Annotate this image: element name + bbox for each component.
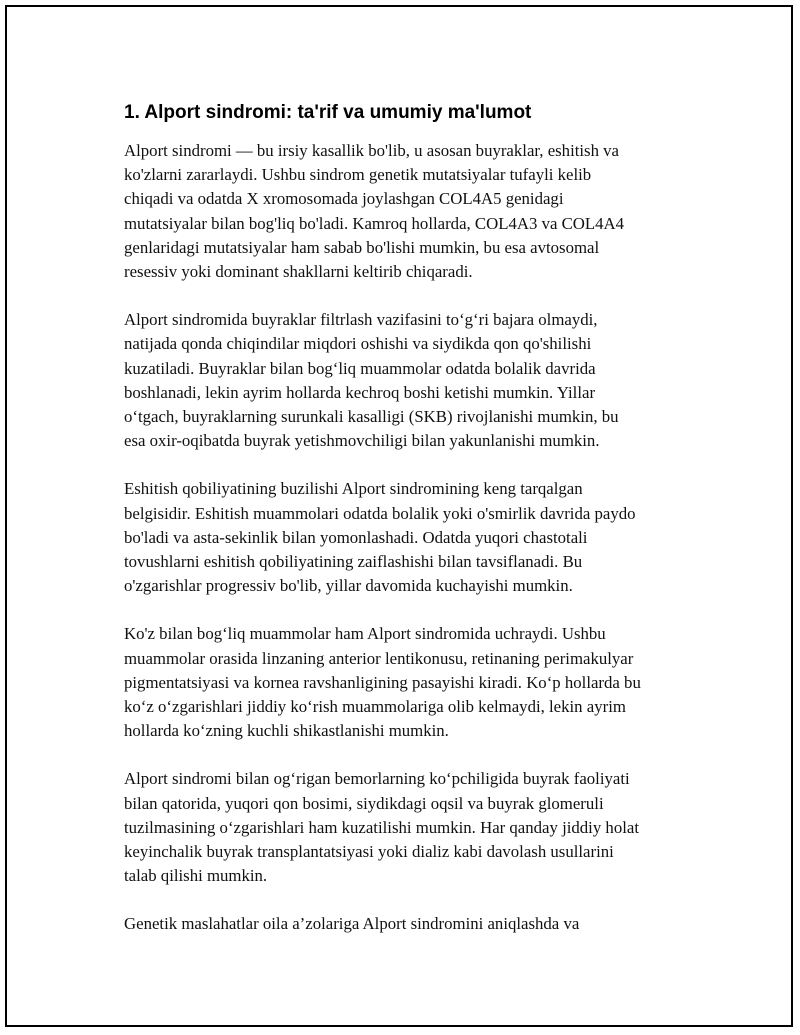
paragraph-2 — [124, 308, 704, 453]
text-line: genlaridagi mutatsiyalar ham sabab bo'lishi mumkin, bu esa avtosomal — [124, 237, 600, 257]
document-body — [124, 99, 704, 961]
text-line: boshlanadi, lekin ayrim hollarda kechroq boshi ketishi mumkin. Yillar — [124, 382, 596, 402]
text-line: Eshitish qobiliyatining buzilishi Alport sindromining keng tarqalgan — [124, 479, 583, 499]
text-line: o‘tgach, buyraklarning surunkali kasalligi (SKB) rivojlanishi mumkin, bu — [124, 407, 619, 427]
text-line: chiqadi va odatda X xromosomada joylashgan COL4A5 genidagi — [124, 189, 564, 209]
text-line: resessiv yoki dominant shakllarni keltirib chiqaradi. — [124, 262, 473, 282]
paragraph-6 — [124, 912, 704, 936]
text-line: belgisidir. Eshitish muammolari odatda bolalik yoki o'smirlik davrida paydo — [124, 503, 636, 523]
text-line: hollarda ko‘zning kuchli shikastlanishi mumkin. — [124, 721, 449, 741]
paragraph-4 — [124, 622, 704, 743]
text-line: talab qilishi mumkin. — [124, 866, 268, 886]
text-line: ko'zlarni zararlaydi. Ushbu sindrom genetik mutatsiyalar tufayli kelib — [124, 165, 592, 185]
page-frame — [5, 5, 793, 1027]
text-line: bilan qatorida, yuqori qon bosimi, siydikdagi oqsil va buyrak glomeruli — [124, 793, 604, 813]
text-line: esa oxir-oqibatda buyrak yetishmovchiligi bilan yakunlanishi mumkin. — [124, 431, 600, 451]
text-line: bo'ladi va asta-sekinlik bilan yomonlashadi. Odatda yuqori chastotali — [124, 527, 588, 547]
paragraph-3 — [124, 477, 704, 598]
text-line: ko‘z o‘zgarishlari jiddiy ko‘rish muammolariga olib kelmaydi, lekin ayrim — [124, 697, 626, 717]
text-line: Alport sindromi — bu irsiy kasallik bo'lib, u asosan buyraklar, eshitish va — [124, 141, 620, 160]
paragraph-5 — [124, 767, 704, 888]
section-heading: 1. Alport sindromi: ta'rif va umumiy ma'lumot — [124, 102, 532, 123]
text-line: tovushlarni eshitish qobiliyatining zaiflashishi bilan tavsiflanadi. Bu — [124, 552, 583, 572]
text-line: Alport sindromi bilan og‘rigan bemorlarning ko‘pchiligida buyrak faoliyati — [124, 769, 630, 789]
text-line: Alport sindromida buyraklar filtrlash vazifasini to‘g‘ri bajara olmaydi, — [124, 310, 598, 330]
text-line: o'zgarishlar progressiv bo'lib, yillar davomida kuchayishi mumkin. — [124, 576, 573, 596]
text-line: muammolar orasida linzaning anterior lentikonusu, retinaning perimakulyar — [124, 648, 634, 668]
paragraph-list — [124, 139, 704, 937]
text-line: natijada qonda chiqindilar miqdori oshishi va siydikda qon qo'shilishi — [124, 334, 592, 354]
text-line: tuzilmasining o‘zgarishlari ham kuzatilishi mumkin. Har qanday jiddiy holat — [124, 817, 639, 837]
text-line: Genetik maslahatlar oila a’zolariga Alport sindromini aniqlashda va — [124, 914, 580, 934]
text-line: mutatsiyalar bilan bog'liq bo'ladi. Kamroq hollarda, COL4A3 va COL4A4 — [124, 213, 625, 233]
text-line: keyinchalik buyrak transplantatsiyasi yoki dializ kabi davolash usullarini — [124, 842, 614, 862]
text-line: pigmentatsiyasi va kornea ravshanligining pasayishi kiradi. Ko‘p hollarda bu — [124, 672, 641, 692]
text-line: kuzatiladi. Buyraklar bilan bog‘liq muammolar odatda bolalik davrida — [124, 358, 596, 378]
paragraph-1 — [124, 139, 704, 284]
text-line: Ko'z bilan bog‘liq muammolar ham Alport sindromida uchraydi. Ushbu — [124, 624, 606, 644]
